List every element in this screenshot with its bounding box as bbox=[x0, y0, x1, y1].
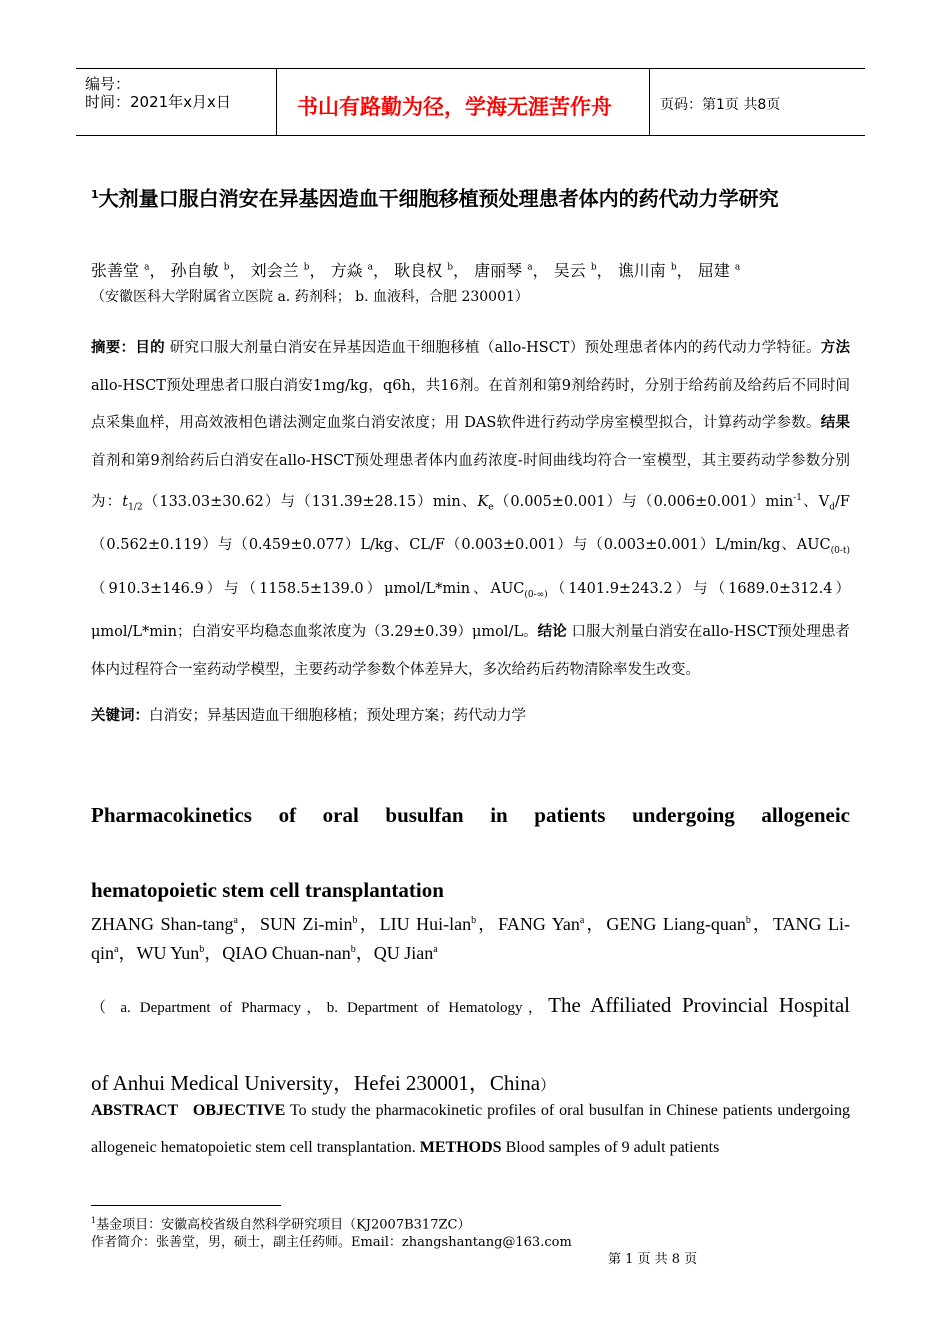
header-motto-cell bbox=[276, 69, 650, 135]
author-zh: 唐丽琴 $^a$， bbox=[474, 261, 549, 280]
author-zh: 孙自敏 $^b$， bbox=[170, 261, 246, 280]
code-label: 编号： bbox=[85, 75, 131, 93]
author-en: QIAO Chuan-nan$^b$， bbox=[222, 943, 374, 963]
objective-label: 目的 bbox=[135, 340, 165, 356]
methods-label: 方法 bbox=[820, 340, 851, 356]
author-zh: 谯川南 $^b$， bbox=[617, 261, 693, 280]
keywords-text: 白消安；异基因造血干细胞移植；预处理方案；药代动力学 bbox=[149, 708, 526, 724]
motto-text: 书山有路勤为径，学海无涯苦作舟 bbox=[297, 95, 612, 119]
title-en-line-2: hematopoietic stem cell transplantation bbox=[91, 878, 444, 902]
author-en: TANG Li-qin$^a$， bbox=[91, 914, 851, 963]
authors-en bbox=[91, 908, 850, 966]
abstract-zh: 摘要：目的 研究口服大剂量白消安在异基因造血干细胞移植（allo-HSCT）预处理患者体内的药代动力学特征。方法 allo-HSCT预处理患者口服白消安1mg/kg，q6h，共16剂。在首剂和第9剂给药时，分别于给药前及给药后不同时间点采集血样，用高效液相色谱法测定血浆白消安浓度；用 DAS软件进行药动学房室模型拟合，计算药动学参数。结果 首剂和第9剂给药后白消安在allo-HSCT预处理患者体内血药浓度-时间曲线均符合一室模型，其主要药动学参数分别为：$t_{1/2}(133.03\pm 30.62)$与（131.39±28.15）min、$K_e(0.005\pm 0.001)$与$(0.006\pm 0.001)\min^{-1}$、$V_d/F(0.562\pm 0.119)$与（0.459±0.077）L/kg、CL/F（0.003±0.001）与（0.003±0.001）L/min/kg、$AUC_{(0-t)}(910.3\pm 146.9)$与（1158.5±139.0）μmol/L*min、$AUC_{(0-\infty)}(1401.9\pm 243.2)$与（1689.0±312.4）μmol/L*min；白消安平均稳态血浆浓度为（3.29±0.39）μmol/L。结论 口服大剂量白消安在allo-HSCT预处理患者体内过程符合一室药动学模型，主要药动学参数个体差异大，多次给药后药物清除率发生改变。 bbox=[91, 340, 851, 678]
title-footnote-marker: 1 bbox=[91, 188, 99, 201]
footnotes bbox=[91, 1212, 572, 1252]
methods-en-label: METHODS bbox=[419, 1139, 502, 1156]
authors-zh bbox=[91, 258, 740, 281]
author-zh: 耿良权 $^b$， bbox=[394, 261, 470, 280]
keywords-label: 关键词： bbox=[91, 708, 149, 724]
author-zh: 吴云 $^b$， bbox=[553, 261, 613, 280]
author-zh: 张善堂 $^a$， bbox=[91, 261, 166, 280]
abstract-label: 摘要： bbox=[91, 340, 136, 356]
author-en: SUN $Zi-\min^b$， bbox=[260, 914, 380, 934]
header-meta bbox=[76, 69, 276, 135]
abstract-en-label: ABSTRACT bbox=[91, 1102, 179, 1119]
conclusion-label: 结论 bbox=[537, 624, 567, 640]
author-zh: 刘会兰 $^b$， bbox=[250, 261, 326, 280]
affiliation-en-line-2: of Anhui Medical University，Hefei 230001，China） bbox=[91, 1071, 556, 1095]
author-zh: 方焱 $^a$， bbox=[330, 261, 390, 280]
author-zh: 屈建 $^a$ bbox=[697, 261, 741, 280]
results-label: 结果 bbox=[820, 415, 851, 431]
title-zh-text: 大剂量口服白消安在异基因造血干细胞移植预处理患者体内的药代动力学研究 bbox=[98, 186, 779, 211]
title-en-line-1: Pharmacokinetics of oral busulfan in patients undergoing allogeneic bbox=[91, 803, 850, 827]
author-en: GENG Liang-quan$^b$， bbox=[606, 914, 773, 934]
paper-title-en bbox=[91, 778, 850, 928]
objective-en-label: OBJECTIVE bbox=[192, 1102, 286, 1119]
date-label: 时间：2021年x月x日 bbox=[85, 93, 231, 111]
paper-title-zh bbox=[91, 170, 851, 224]
author-en: QU Jian$^a$ bbox=[373, 943, 438, 963]
author-en: LIU Hui-lan$^b$， bbox=[379, 914, 499, 934]
page-footer: 第 1 页 共 8 页 bbox=[608, 1252, 698, 1267]
affiliation-en-line-1: （ a. Department of Pharmacy，b. Department of Hematology，The Affiliated Provincial Hospital bbox=[91, 993, 850, 1017]
author-footnote: 作者简介：张善堂，男，硕士，副主任药师。Email：zhangshantang@163.com bbox=[91, 1235, 572, 1251]
page-header bbox=[76, 68, 865, 136]
author-en: ZHANG Shan-tang$^a$， bbox=[91, 914, 261, 934]
author-en: FANG Yan$^a$， bbox=[498, 914, 607, 934]
page-number-label: 页码：第1页 共8页 bbox=[660, 97, 781, 113]
keywords-zh bbox=[91, 704, 526, 725]
affiliation-zh: （安徽医科大学附属省立医院 a. 药剂科； b. 血液科，合肥 230001） bbox=[91, 289, 529, 305]
fund-footnote: $^1$基金项目：安徽高校省级自然科学研究项目（KJ2007B317ZC） bbox=[91, 1216, 471, 1233]
author-en: WU Yun$^b$， bbox=[136, 943, 223, 963]
abstract-en: ABSTRACT OBJECTIVE To study the pharmacokinetic profiles of oral busulfan in Chinese patients undergoing allogeneic hematopoietic stem cell transplantation. METHODS Blood samples of 9 adult patients bbox=[91, 1102, 850, 1156]
footnote-divider bbox=[91, 1205, 281, 1206]
